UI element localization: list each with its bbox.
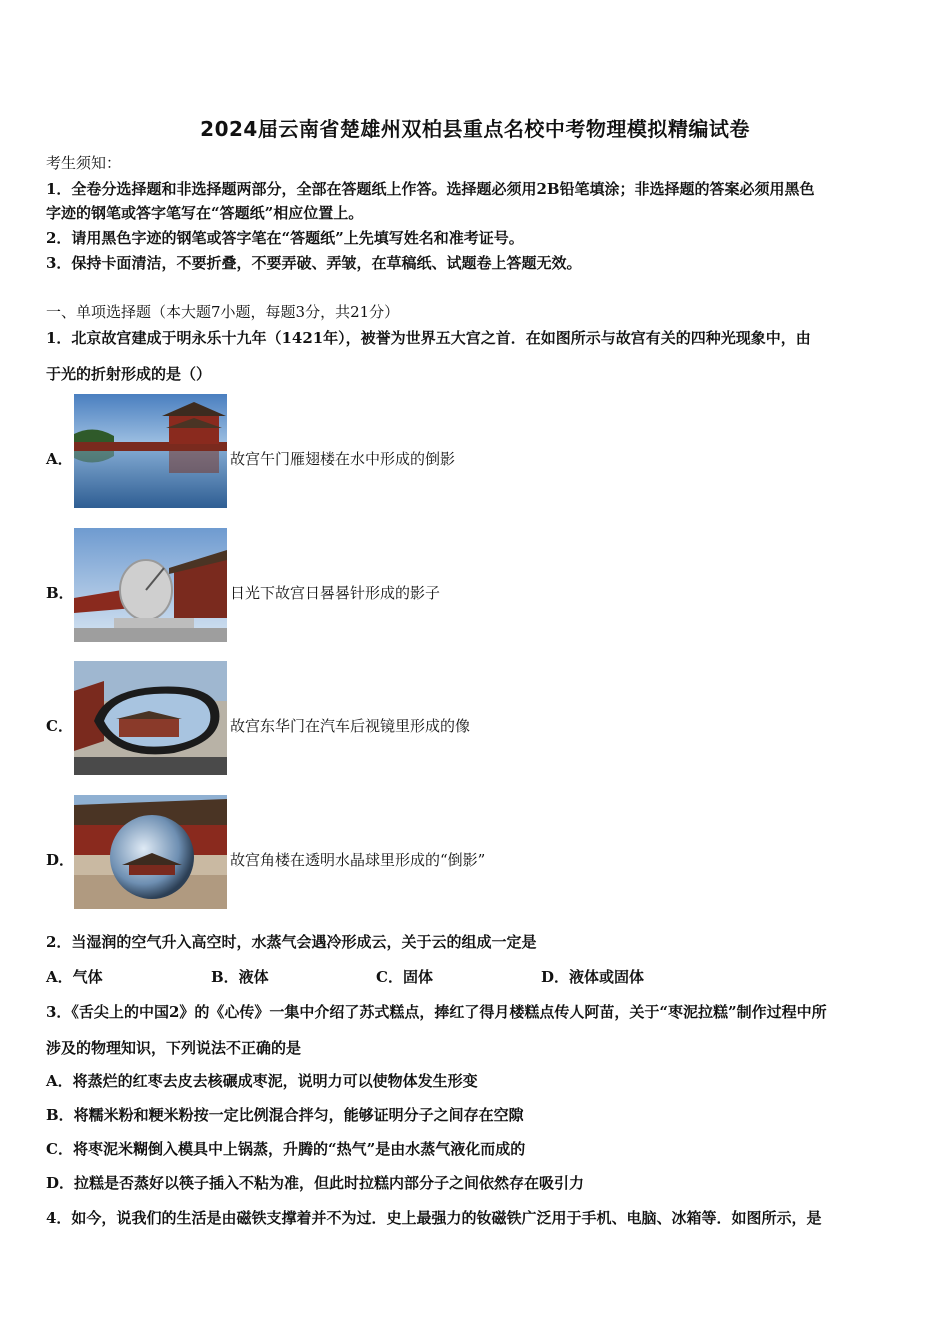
- q1-option-b-text: 日光下故宫日晷晷针形成的影子: [230, 584, 441, 602]
- q1-option-c-label: C．: [46, 717, 73, 735]
- q1-option-d-image: [74, 795, 227, 909]
- q4-stem-line1: 4．如今，说我们的生活是由磁铁支撑着并不为过．史上最强力的钕磁铁广泛用于手机、电脑、冰箱等．如图所示，是: [46, 1209, 822, 1227]
- q3-option-b: B．将糯米粉和粳米粉按一定比例混合拌匀，能够证明分子之间存在空隙: [46, 1106, 524, 1124]
- q3-stem-line2: 涉及的物理知识，下列说法不正确的是: [46, 1039, 302, 1057]
- q2-option-d: D．液体或固体: [541, 968, 645, 986]
- page-title: 2024届云南省楚雄州双柏县重点名校中考物理模拟精编试卷: [200, 117, 750, 141]
- notice-heading: 考生须知：: [46, 154, 122, 172]
- notice-item-3: 3．保持卡面清洁，不要折叠，不要弄破、弄皱，在草稿纸、试题卷上答题无效。: [46, 254, 582, 272]
- q3-stem-line1: 3．《舌尖上的中国2》的《心传》一集中介绍了苏式糕点，捧红了得月楼糕点传人阿苗，关于“枣泥拉糕”制作过程中所: [46, 1003, 827, 1021]
- q1-option-b-label: B．: [46, 584, 74, 602]
- q2-option-b: B．液体: [211, 968, 269, 986]
- q3-option-d: D．拉糕是否蒸好以筷子插入不粘为准，但此时拉糕内部分子之间依然存在吸引力: [46, 1174, 585, 1192]
- q2-stem: 2．当湿润的空气升入高空时，水蒸气会遇冷形成云，关于云的组成一定是: [46, 933, 537, 951]
- q1-stem-line2: 于光的折射形成的是（）: [46, 365, 212, 383]
- q3-option-c: C．将枣泥米糊倒入模具中上锅蒸，升腾的“热气”是由水蒸气液化而成的: [46, 1140, 526, 1158]
- q1-option-b-image: [74, 528, 227, 642]
- q1-option-d-label: D．: [46, 851, 75, 869]
- q1-option-c-image: [74, 661, 227, 775]
- q1-option-a-label: A．: [46, 450, 73, 468]
- q2-option-a: A．气体: [46, 968, 103, 986]
- q2-option-c: C．固体: [376, 968, 433, 986]
- q1-stem-line1: 1．北京故宫建成于明永乐十九年（1421年），被誉为世界五大宫之首．在如图所示与故宫有关的四种光现象中，由: [46, 329, 811, 347]
- q1-option-d-text: 故宫角楼在透明水晶球里形成的“倒影”: [230, 851, 486, 869]
- section-heading: 一、单项选择题（本大题7小题，每题3分，共21分）: [46, 303, 400, 321]
- q1-option-a-image: [74, 394, 227, 508]
- q3-option-a: A．将蒸烂的红枣去皮去核碾成枣泥，说明力可以使物体发生形变: [46, 1072, 478, 1090]
- q1-option-a-text: 故宫午门雁翅楼在水中形成的倒影: [230, 450, 456, 468]
- notice-item-2: 2．请用黑色字迹的钢笔或答字笔在“答题纸”上先填写姓名和准考证号。: [46, 229, 524, 247]
- notice-item-1-cont: 字迹的钢笔或答字笔写在“答题纸”相应位置上。: [46, 204, 364, 222]
- q1-option-c-text: 故宫东华门在汽车后视镜里形成的像: [230, 717, 471, 735]
- notice-item-1: 1．全卷分选择题和非选择题两部分，全部在答题纸上作答。选择题必须用2B铅笔填涂；非选择题的答案必须用黑色: [46, 180, 815, 198]
